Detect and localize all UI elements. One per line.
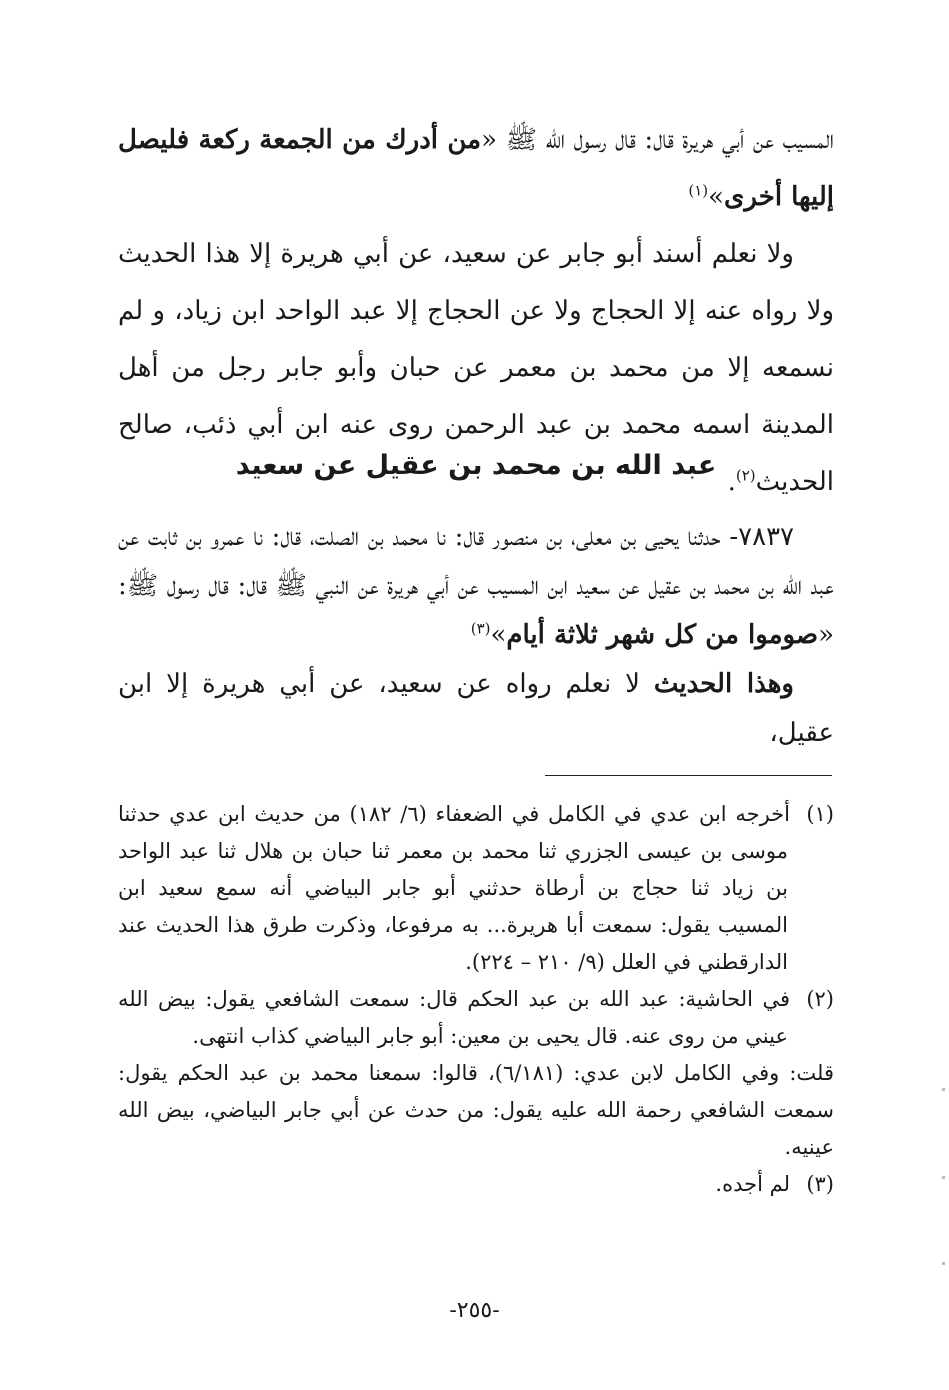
paragraph-4-text: لا نعلم رواه عن سعيد، عن أبي هريرة إلا ابن عقيل، — [118, 669, 834, 748]
section-heading: عبد الله بن محمد بن عقيل عن سعيد — [235, 450, 717, 481]
paragraph-3-bold-text: صوموا من كل شهر ثلاثة أيام — [506, 620, 819, 650]
footnote-ref-3[interactable]: (٣) — [470, 619, 491, 638]
footnote-2-text: في الحاشية: عبد الله بن عبد الحكم قال: سمعت الشافعي يقول: بيض الله عيني من روى عنه. قال يحيى بن معين: أبو جابر البياضي كذاب انتهى. — [118, 987, 790, 1048]
footnote-3 — [118, 1166, 834, 1203]
footnote-2-continuation — [118, 1055, 834, 1166]
commentary-paragraph-4 — [118, 660, 834, 758]
footnote-2-continuation-text: قلت: وفي الكامل لابن عدي: (٦/١٨١)، قالوا: سمعنا محمد بن عبد الحكم يقول: سمعت الشافعي رحمة الله عليه يقول: من حدث عن أبي جابر البياضي، بيض الله عينيه. — [118, 1061, 834, 1159]
footnotes-section — [118, 796, 834, 1203]
scan-speck — [942, 1262, 945, 1265]
main-text-bottom — [118, 513, 834, 758]
hadith-paragraph-3 — [118, 513, 834, 660]
hadith-paragraph-1 — [118, 112, 834, 226]
footnote-1 — [118, 796, 834, 981]
footnote-ref-1[interactable]: (١) — [688, 181, 709, 200]
footnote-3-text: لم أجده. — [715, 1172, 790, 1196]
footnote-1-number: (١) — [806, 802, 834, 826]
paragraph-1-bold-text: من أدرك من الجمعة ركعة فليصل إليها أخرى — [118, 125, 834, 212]
paragraph-3-text-b: » — [490, 620, 507, 650]
scan-speck — [942, 1176, 945, 1179]
paragraph-4-bold-text: وهذا الحديث — [653, 669, 794, 699]
footnote-2 — [118, 981, 834, 1055]
paragraph-2-text: ولا نعلم أسند أبو جابر عن سعيد، عن أبي هريرة إلا هذا الحديث ولا رواه عنه إلا الحجاج ولا عن الحجاج إلا عبد الواحد ابن زياد، و لم نسمعه إلا من محمد بن معمر عن حبان وأبو جابر رجل من أهل المدينة اسمه محمد بن عبد الرحمن روى عنه ابن أبي ذئب، صالح الحديث — [118, 239, 834, 497]
page-number: -٢٥٥- — [449, 1298, 500, 1323]
footnote-1-text: أخرجه ابن عدي في الكامل في الضعفاء (٦/ ١٨٢) من حديث ابن عدي حدثنا موسى بن عيسى الجزري ثنا محمد بن معمر ثنا حبان بن هلال ثنا عبد الواحد بن زياد ثنا حجاج بن أرطاة حدثني أبو جابر البياضي أنه سمع سعيد ابن المسيب يقول: سمعت أبا هريرة... به مرفوعا، وذكرت طرق هذا الحديث عند الدارقطني في العلل (٩/ ٢١٠ – ٢٢٤). — [118, 802, 790, 974]
paragraph-2-end: . — [727, 467, 736, 497]
footnote-ref-2[interactable]: (٢) — [735, 466, 756, 485]
footnote-divider — [545, 775, 832, 776]
paragraph-3-text-a: ٧٨٣٧- حدثنا يحيى بن معلى، بن منصور قال: نا محمد بن الصلت، قال: نا عمرو بن ثابت عن عبد الله بن محمد بن عقيل عن سعيد ابن المسيب عن أبي هريرة عن النبي ﷺ قال: قال رسول ﷺ: « — [118, 522, 834, 650]
paragraph-1-text-b: » — [708, 182, 725, 212]
paragraph-1-text-a: المسيب عن أبي هريرة قال: قال رسول الله ﷺ « — [481, 125, 834, 155]
footnote-3-number: (٣) — [806, 1172, 834, 1196]
footnote-2-number: (٢) — [806, 987, 834, 1011]
scan-speck — [942, 1088, 945, 1091]
